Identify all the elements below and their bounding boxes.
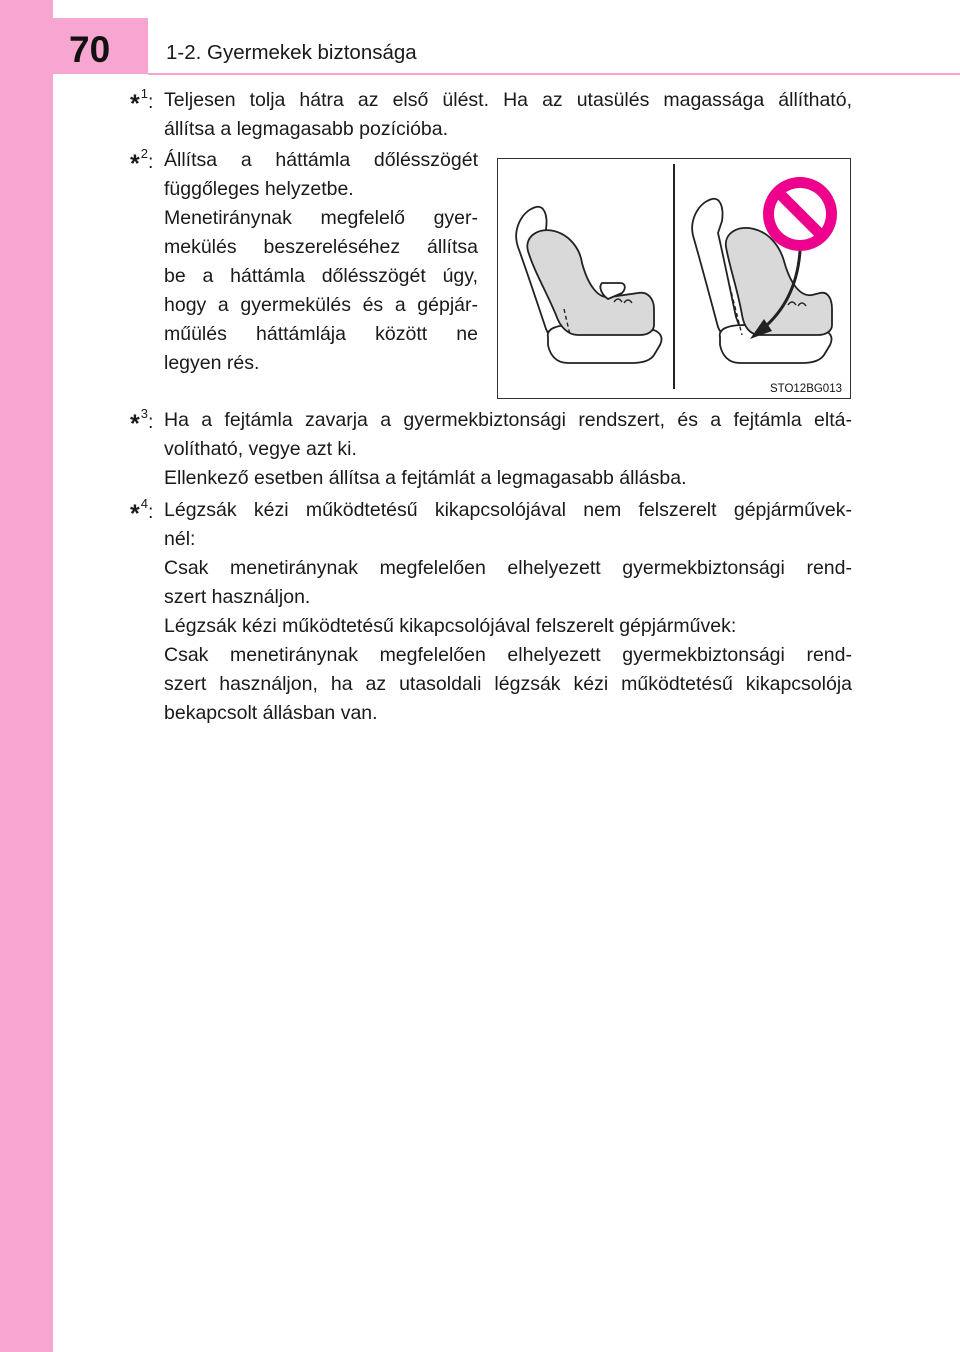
seat-illustration-figure <box>497 158 851 399</box>
marker-number: 4 <box>140 496 148 511</box>
note-line: Légzsák kézi működtetésű kikapcsolójával nem felszerelt gépjárművek- <box>164 499 852 521</box>
note-line: be a háttámla dőlésszögét úgy, <box>164 265 478 287</box>
note-line: Menetiránynak megfelelő gyer- <box>164 207 478 229</box>
header-divider <box>148 73 960 75</box>
note-line: Légzsák kézi működtetésű kikapcsolójával felszerelt gépjárművek: <box>164 615 737 637</box>
marker-number: 2 <box>140 146 148 161</box>
note-line: hogy a gyermekülés és a gépjár- <box>164 294 478 316</box>
note-line: állítsa a legmagasabb pozícióba. <box>164 118 449 140</box>
asterisk-icon: * <box>130 150 140 178</box>
note-4 <box>130 496 852 728</box>
seat-illustration <box>498 159 850 398</box>
note-line: szert használjon. <box>164 586 311 608</box>
note-line: függőleges helyzetbe. <box>164 178 354 200</box>
note-line: nél: <box>164 528 196 550</box>
note-line: legyen rés. <box>164 352 260 374</box>
note-line: volítható, vegye azt ki. <box>164 438 357 460</box>
note-line: szert használjon, ha az utasoldali légzsák kézi működtetésű kikapcsolója <box>164 673 852 695</box>
side-color-bar <box>0 0 53 1352</box>
note-1 <box>130 86 852 144</box>
note-line: Ha a fejtámla zavarja a gyermekbiztonsági rendszert, és a fejtámla eltá- <box>164 409 852 431</box>
note-line: Teljesen tolja hátra az első ülést. Ha az utasülés magassága állítható, <box>164 89 852 111</box>
note-line: műülés háttámlája között ne <box>164 323 478 345</box>
section-title: 1-2. Gyermekek biztonsága <box>166 41 417 64</box>
note-line: Csak menetiránynak megfelelően elhelyezett gyermekbiztonsági rend- <box>164 557 852 579</box>
note-line: bekapcsolt állásban van. <box>164 702 378 724</box>
prohibited-icon <box>763 177 837 251</box>
note-marker: *$^4$: <box>130 496 154 528</box>
asterisk-icon: * <box>130 90 140 118</box>
asterisk-icon: * <box>130 410 140 438</box>
marker-number: 1 <box>140 86 148 101</box>
note-2 <box>130 146 478 378</box>
note-3 <box>130 406 852 493</box>
marker-number: 3 <box>140 406 148 421</box>
note-line: mekülés beszereléséhez állítsa <box>164 236 478 258</box>
note-marker: *$^2$: <box>130 146 154 178</box>
asterisk-icon: * <box>130 500 140 528</box>
note-marker: *$^3$: <box>130 406 154 438</box>
note-line: Csak menetiránynak megfelelően elhelyezett gyermekbiztonsági rend- <box>164 644 852 666</box>
figure-code: STO12BG013 <box>769 383 842 395</box>
note-line: Állítsa a háttámla dőlésszögét <box>164 149 478 171</box>
page-number: 70 <box>69 29 111 70</box>
note-line: Ellenkező esetben állítsa a fejtámlát a legmagasabb állásba. <box>164 467 687 489</box>
note-marker: *$^1$: <box>130 86 154 118</box>
